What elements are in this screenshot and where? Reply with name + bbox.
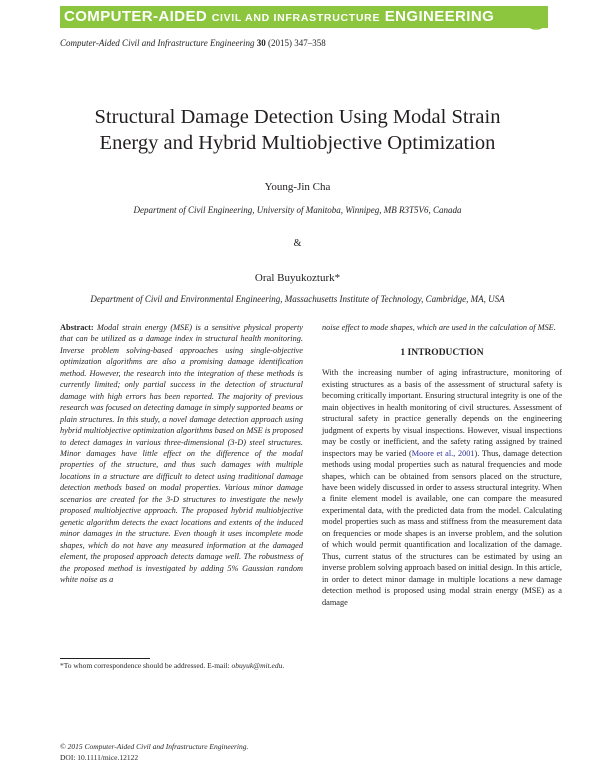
journal-banner-text [64,8,494,27]
paper-title [40,104,555,156]
citation-volume: 30 [256,38,266,48]
author-1: Young-Jin Cha [264,181,331,193]
banner-word-civil-infrastructure: CIVIL AND INFRASTRUCTURE [211,12,381,24]
banner-word-engineering: ENGINEERING [384,8,495,25]
affiliation-2: Department of Civil and Environmental Engineering, Massachusetts Institute of Technology, Cambridge, MA, USA [90,294,505,304]
paper-title-line-1: Structural Damage Detection Using Modal Strain [94,106,501,128]
citation-journal-name: Computer-Aided Civil and Infrastructure Engineering [60,38,255,48]
right-column [322,322,562,608]
correspondence-email-link[interactable]: obuyuk@mit.edu [231,661,283,670]
banner-word-computer-aided: COMPUTER-AIDED [64,8,208,25]
footnote-text: *To whom correspondence should be addressed. E-mail: [60,661,230,670]
introduction-text-part-2: ). Thus, damage detection methods using modal properties such as natural frequencies and mode shapes, which can be obtained from sensors placed on the structure, have been widely discussed in order to assess structural integrity. When a finite element model is available, one can compare the measured experimental data, with the predicted data from the model. Calculating model properties such as mass and stiffness from the measurement data on frequencies or mode shapes is an inverse problem, and the solution of which would permit quantification and localization of the damage. Thus, current status of the structures can be estimated by using an inverse problem solving approach based on initial design. In this article, in order to detect minor damage in multiple locations a new damage detection method is proposed using modal strain energy (MSE) as a damage [322,448,563,607]
journal-banner [60,6,548,28]
author-2: Oral Buyukozturk* [254,272,341,284]
abstract-text: Modal strain energy (MSE) is a sensitive physical property that can be utilized as a damage index in structural health monitoring. Inverse problem solving-based approaches using single-objective optimization algorithms are also a promising damage identification method. However, the research into the integration of these methods is currently limited; only partial success in the detection of structural damage with high errors has been reported. The majority of previous research was focused on detecting damage in simply supported beams or plain structures. In this study, a novel damage detection approach using hybrid multiobjective optimization algorithms based on MSE is proposed to detect damages in various three-dimensional (3-D) steel structures. Minor damages have little effect on the difference of the modal properties of the structure, and thus such damages with multiple locations in a structure are difficult to detect using traditional damage detection methods based on modal properties. Various minor damage scenarios are created for the 3-D structures to investigate the newly proposed multiobjective approach. The proposed hybrid multiobjective genetic algorithm detects the exact locations and extents of the induced minor damages in the structure. Even though it uses incomplete mode shapes, which do not have any measured information at the damaged element, the proposed approach detects damage well. The robustness of the proposed method is investigated by adding 5% Gaussian random white noise as a [60,323,303,584]
introduction-text-part-1: With the increasing number of aging infrastructure, monitoring of existing structures as a basis of the assessment of structural safety is becoming critically important. Ensuring structural integrity is one of the main objectives in health monitoring of civil structures. Assessment of structural safety in practice generally depends on the engineering judgment of experts by visual inspections. However, visual inspections may be costly or inefficient, and the safety rating assigned by trained inspectors may be varied ( [322,368,562,458]
doi[interactable]: DOI: 10.1111/mice.12122 [60,753,139,762]
affiliation-1: Department of Civil Engineering, University of Manitoba, Winnipeg, MB R3T5V6, Canada [133,205,462,215]
citation-link-moore-2001[interactable]: Moore et al., 2001 [411,448,475,458]
journal-citation [60,38,326,48]
citation-year-pages: (2015) 347–358 [267,38,326,48]
copyright-notice: © 2015 Computer-Aided Civil and Infrastructure Engineering. [60,742,249,751]
abstract-label: Abstract: [60,323,94,332]
paper-title-line-2: Energy and Hybrid Multiobjective Optimization [99,132,496,154]
introduction-heading: 1 INTRODUCTION [400,348,484,359]
correspondence-footnote [60,661,303,671]
abstract [60,322,303,585]
introduction-text [322,367,562,608]
author-separator: & [293,238,302,249]
footnote-period: . [282,661,285,670]
abstract-continuation: noise effect to mode shapes, which are used in the calculation of MSE. [322,323,556,332]
journal-globe-logo-icon [518,3,552,33]
footnote-divider [60,658,150,659]
